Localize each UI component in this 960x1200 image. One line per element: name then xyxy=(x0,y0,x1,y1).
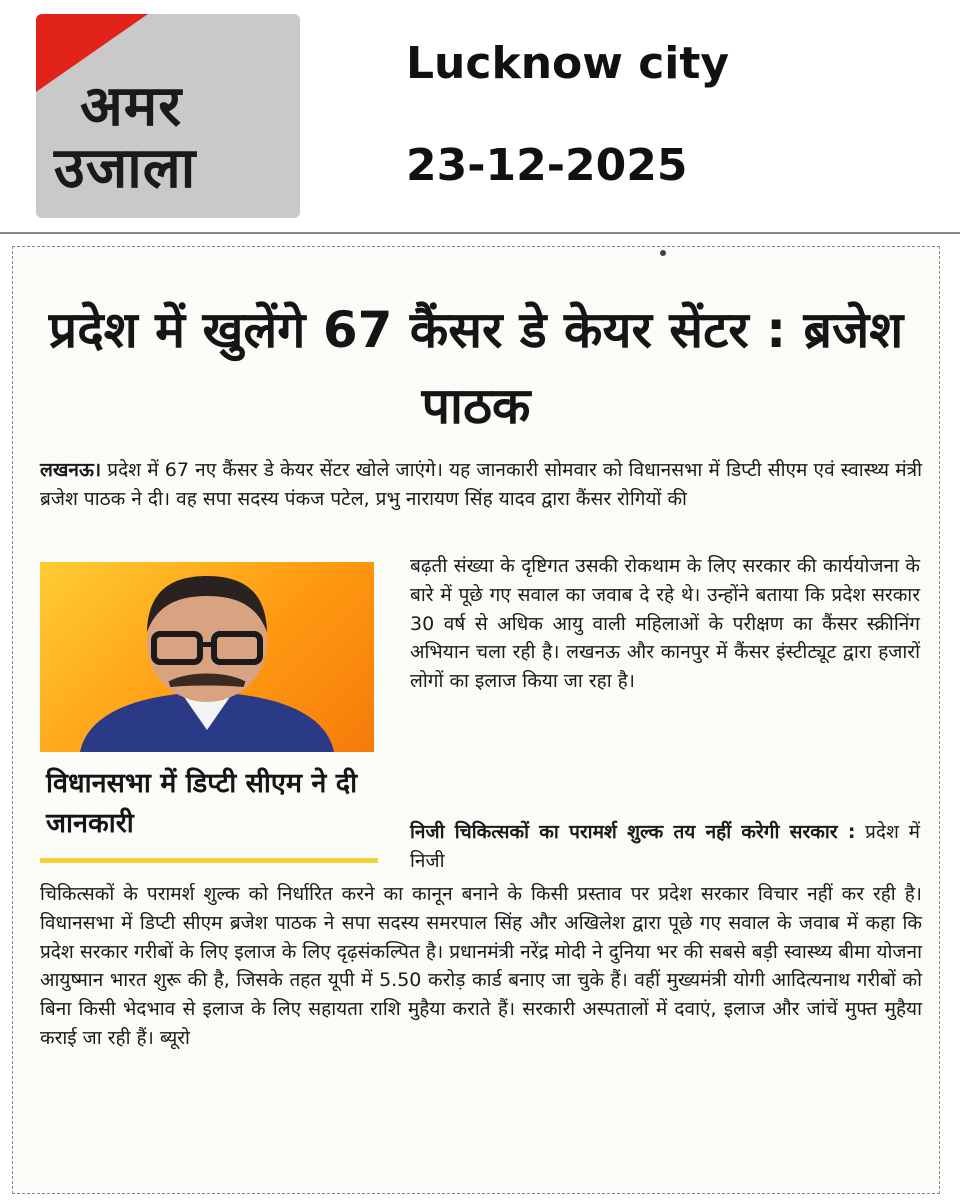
portrait-illustration xyxy=(40,562,374,752)
photo-caption: विधानसभा में डिप्टी सीएम ने दी जानकारी xyxy=(46,768,358,839)
article-paragraph-4: चिकित्सकों के परामर्श शुल्क को निर्धारित करने का कानून बनाने के किसी प्रस्ताव पर प्रदेश सरकार विचार नहीं कर रही है। विधानसभा में डिप्टी सीएम ब्रजेश पाठक ने सपा सदस्य समरपाल सिंह और अखिलेश द्वारा पूछे गए सवाल के जवाब में कहा कि प्रदेश सरकार गरीबों के लिए इलाज के लिए दृढ़संकल्पित है। प्रधानमंत्री नरेंद्र मोदी ने दुनिया भर की सबसे बड़ी स्वास्थ्य बीमा योजना आयुष्मान भारत शुरू की है, जिसके तहत यूपी में 5.50 करोड़ कार्ड बनाए जा चुके हैं। वहीं मुख्यमंत्री योगी आदित्यनाथ गरीबों को बिना किसी भेदभाव से इलाज के लिए सहायता राशि मुहैया कराते हैं। सरकारी अस्पतालों में दवाएं, इलाज और जांचें मुफ्त मुहैया कराई जा रही हैं। ब्यूरो xyxy=(40,883,922,1049)
edition-label: Lucknow city xyxy=(406,38,730,89)
paragraph-3-text: प्रदेश में निजी xyxy=(410,821,920,872)
newspaper-header xyxy=(0,0,960,232)
amar-ujala-logo xyxy=(36,14,300,218)
paragraph-1-text: प्रदेश में 67 नए कैंसर डे केयर सेंटर खोले जाएंगे। यह जानकारी सोमवार को विधानसभा में डिप्टी सीएम एवं स्वास्थ्य मंत्री ब्रजेश पाठक ने दी। वह सपा सदस्य पंकज पटेल, प्रभु नारायण सिंह यादव द्वारा कैंसर रोगियों की xyxy=(40,459,922,510)
dateline: लखनऊ। xyxy=(40,459,102,481)
minister-photo xyxy=(40,562,374,752)
frame-pin-dot xyxy=(660,250,666,256)
logo-text-line2: उजाला xyxy=(54,136,197,201)
caption-underline xyxy=(40,858,378,863)
article-subhead: निजी चिकित्सकों का परामर्श शुल्क तय नहीं करेगी सरकार : xyxy=(410,821,856,843)
article-headline: प्रदेश में खुलेंगे 67 कैंसर डे केयर सेंटर : ब्रजेश पाठक xyxy=(48,301,904,435)
article-paragraph-1 xyxy=(40,456,922,514)
article-paragraph-2: बढ़ती संख्या के दृष्टिगत उसकी रोकथाम के लिए सरकार की कार्ययोजना के बारे में पूछे गए सवाल का जवाब दे रहे थे। उन्होंने बताया कि प्रदेश सरकार 30 वर्ष से अधिक आयु वाली महिलाओं के परीक्षण का कैंसर स्क्रीनिंग अभियान चला रही है। लखनऊ और कानपुर में कैंसर इंस्टीट्यूट द्वारा हजारों लोगों का इलाज किया जा रहा है। xyxy=(410,555,920,693)
header-divider xyxy=(0,232,960,234)
logo-text-line1: अमर xyxy=(80,74,183,139)
article-paragraph-3 xyxy=(410,818,920,876)
edition-date: 23-12-2025 xyxy=(406,140,688,191)
